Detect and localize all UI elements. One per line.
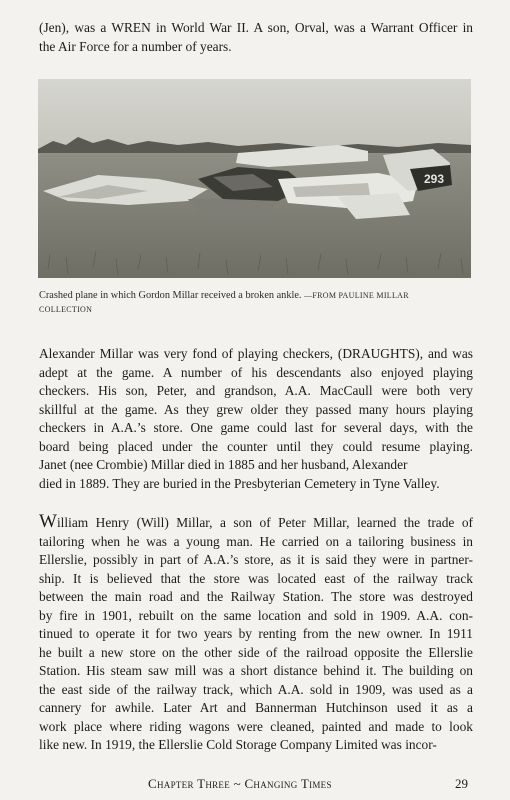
- text-line: checkers. His son, Peter, and grandson, A.A. MacCaull were both very: [39, 383, 473, 398]
- paragraph-top: [39, 19, 473, 56]
- text-line: work place where riding wagons were cleaned, painted and made to look: [39, 718, 473, 734]
- crashed-plane-photo: [38, 79, 471, 278]
- text-line: cannery for awhile. Later Art and Bannerman Hutchinson used it as a: [39, 700, 473, 715]
- fuselage-marking: 293: [424, 172, 445, 186]
- caption-credit-continued: COLLECTION: [39, 305, 93, 314]
- paragraph-checkers: [39, 345, 473, 493]
- text-line: tailoring when he was a young man. He carried on a tailoring business in: [39, 533, 473, 549]
- text-line: by fire in 1901, rebuilt on the same location and sold in 1909. A.A. con-: [39, 607, 473, 623]
- text-line: between the main road and the Railway Station. The store was destroyed: [39, 589, 473, 604]
- text-line: skillful at the game. As they grew older they passed many hours playing: [39, 401, 473, 417]
- text-line: he built a new store on the other side of the railroad opposite the Ellerslie: [39, 644, 473, 660]
- page-footer: [0, 776, 510, 796]
- text-line: checkers in A.A.’s store. One game could last for several days, with the: [39, 420, 473, 435]
- page-number: 29: [455, 776, 468, 791]
- text-line: died in 1889. They are buried in the Presbyterian Cemetery in Tyne Valley.: [39, 475, 440, 491]
- text-line: the east side of the railway track, which A.A. sold in 1909, was used as a: [39, 681, 473, 697]
- text-line: Ellerslie, possibly in part of A.A.’s store, as it is said they were in partner-: [39, 552, 473, 567]
- text-line: Station. His steam saw mill was a short distance behind it. The building on: [39, 663, 473, 678]
- drop-letter: W: [39, 511, 57, 532]
- text-line: illiam Henry (Will) Millar, a son of Peter Millar, learned the trade of: [56, 515, 473, 530]
- paragraph-tailoring: [39, 513, 473, 755]
- caption-text: Crashed plane in which Gordon Millar received a broken ankle.: [39, 290, 302, 301]
- photo-caption: [39, 289, 473, 317]
- text-line: board being placed under the counter until they could resume playing.: [39, 438, 473, 454]
- caption-credit: —FROM PAULINE MILLAR: [304, 291, 409, 300]
- text-line: the Air Force for a number of years.: [39, 38, 232, 54]
- text-line: Janet (nee Crombie) Millar died in 1885 and her husband, Alexander: [39, 457, 408, 472]
- text-line: ship. It is believed that the store was located east of the railway track: [39, 570, 473, 586]
- text-line: Alexander Millar was very fond of playing checkers, (DRAUGHTS), and was: [39, 346, 473, 361]
- text-line: like new. In 1919, the Ellerslie Cold Storage Company Limited was incor-: [39, 737, 437, 752]
- text-line-first: [39, 513, 473, 533]
- running-footer-chapter: Chapter Three ~ Changing Times: [148, 776, 332, 791]
- text-line: (Jen), was a WREN in World War II. A son, Orval, was a Warrant Officer in: [39, 20, 473, 35]
- text-line: tinued to operate it for two years by renting from the new owner. In 1911: [39, 626, 473, 641]
- text-line: adept at the game. A number of his descendants also enjoyed playing: [39, 364, 473, 380]
